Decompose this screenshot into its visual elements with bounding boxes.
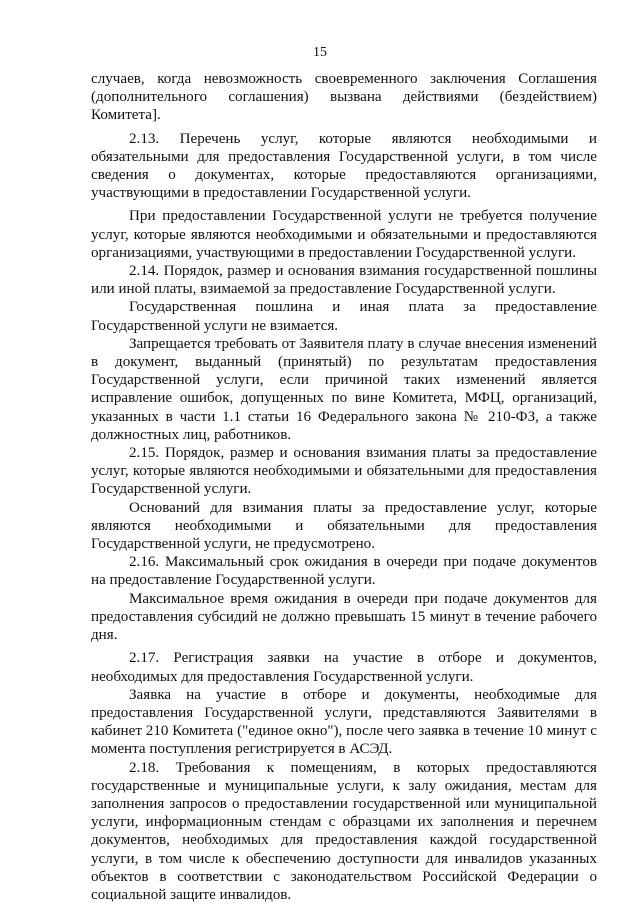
section-heading-2-18: 2.18. Требования к помещениям, в которых предоставляются государственные и муниципальные услуги, к залу ожидания, местам для заполнения запросов о предоставлении государственной или муниципальной услуги, информационным стендам с образцами их заполнения и перечнем документов, необходимых для предоставления каждой государственной услуги, в том числе к обеспечению доступности для инвалидов указанных объектов в соответствии с законодательством Российской Федерации о социальной защите инвалидов. <box>91 759 597 903</box>
paragraph: Запрещается требовать от Заявителя плату в случае внесения изменений в документ, выданный (принятый) по результатам предоставления Государственной услуги, если причиной таких изменений является исправление ошибок, допущенных по вине Комитета, МФЦ, организаций, указанных в части 1.1 статьи 16 Федерального закона № 210-ФЗ, а также должностных лиц, работников. <box>91 335 597 443</box>
paragraph: Заявка на участие в отборе и документы, необходимые для предоставления Государственной услуги, представляются Заявителями в кабинет 210 Комитета ("единое окно"), после чего заявка в течение 10 минут с момента поступления регистрируется в АСЭД. <box>91 686 597 758</box>
document-body <box>91 70 597 904</box>
section-heading-2-17: 2.17. Регистрация заявки на участие в отборе и документов, необходимых для предоставления Государственной услуги. <box>91 650 597 685</box>
paragraph-continuation: случаев, когда невозможность своевременного заключения Соглашения (дополнительного соглашения) вызвана действиями (бездействием) Комитета]. <box>91 71 597 124</box>
section-heading-2-14: 2.14. Порядок, размер и основания взимания государственной пошлины или иной платы, взимаемой за предоставление Государственной услуги. <box>91 263 597 298</box>
section-heading-2-13: 2.13. Перечень услуг, которые являются необходимыми и обязательными для предоставления Государственной услуги, в том числе сведения о документах, которые предоставляются организациями, участвующими в предоставлении Государственной услуги. <box>91 130 597 202</box>
paragraph: Максимальное время ожидания в очереди при подаче документов для предоставления субсидий не должно превышать 15 минут в течение рабочего дня. <box>91 590 597 644</box>
paragraph: Государственная пошлина и иная плата за предоставление Государственной услуги не взимается. <box>91 299 597 334</box>
section-heading-2-15: 2.15. Порядок, размер и основания взимания платы за предоставление услуг, которые являются необходимыми и обязательными для предоставления Государственной услуги. <box>91 445 597 498</box>
section-heading-2-16: 2.16. Максимальный срок ожидания в очереди при подаче документов на предоставление Государственной услуги. <box>91 554 597 589</box>
page-number: 15 <box>313 45 327 60</box>
paragraph: При предоставлении Государственной услуги не требуется получение услуг, которые являются необходимыми и обязательными и предоставляются организациями, участвующими в предоставлении Государственной услуги. <box>91 208 597 261</box>
paragraph: Оснований для взимания платы за предоставление услуг, которые являются необходимыми и обязательными для предоставления Государственной услуги, не предусмотрено. <box>91 499 597 553</box>
